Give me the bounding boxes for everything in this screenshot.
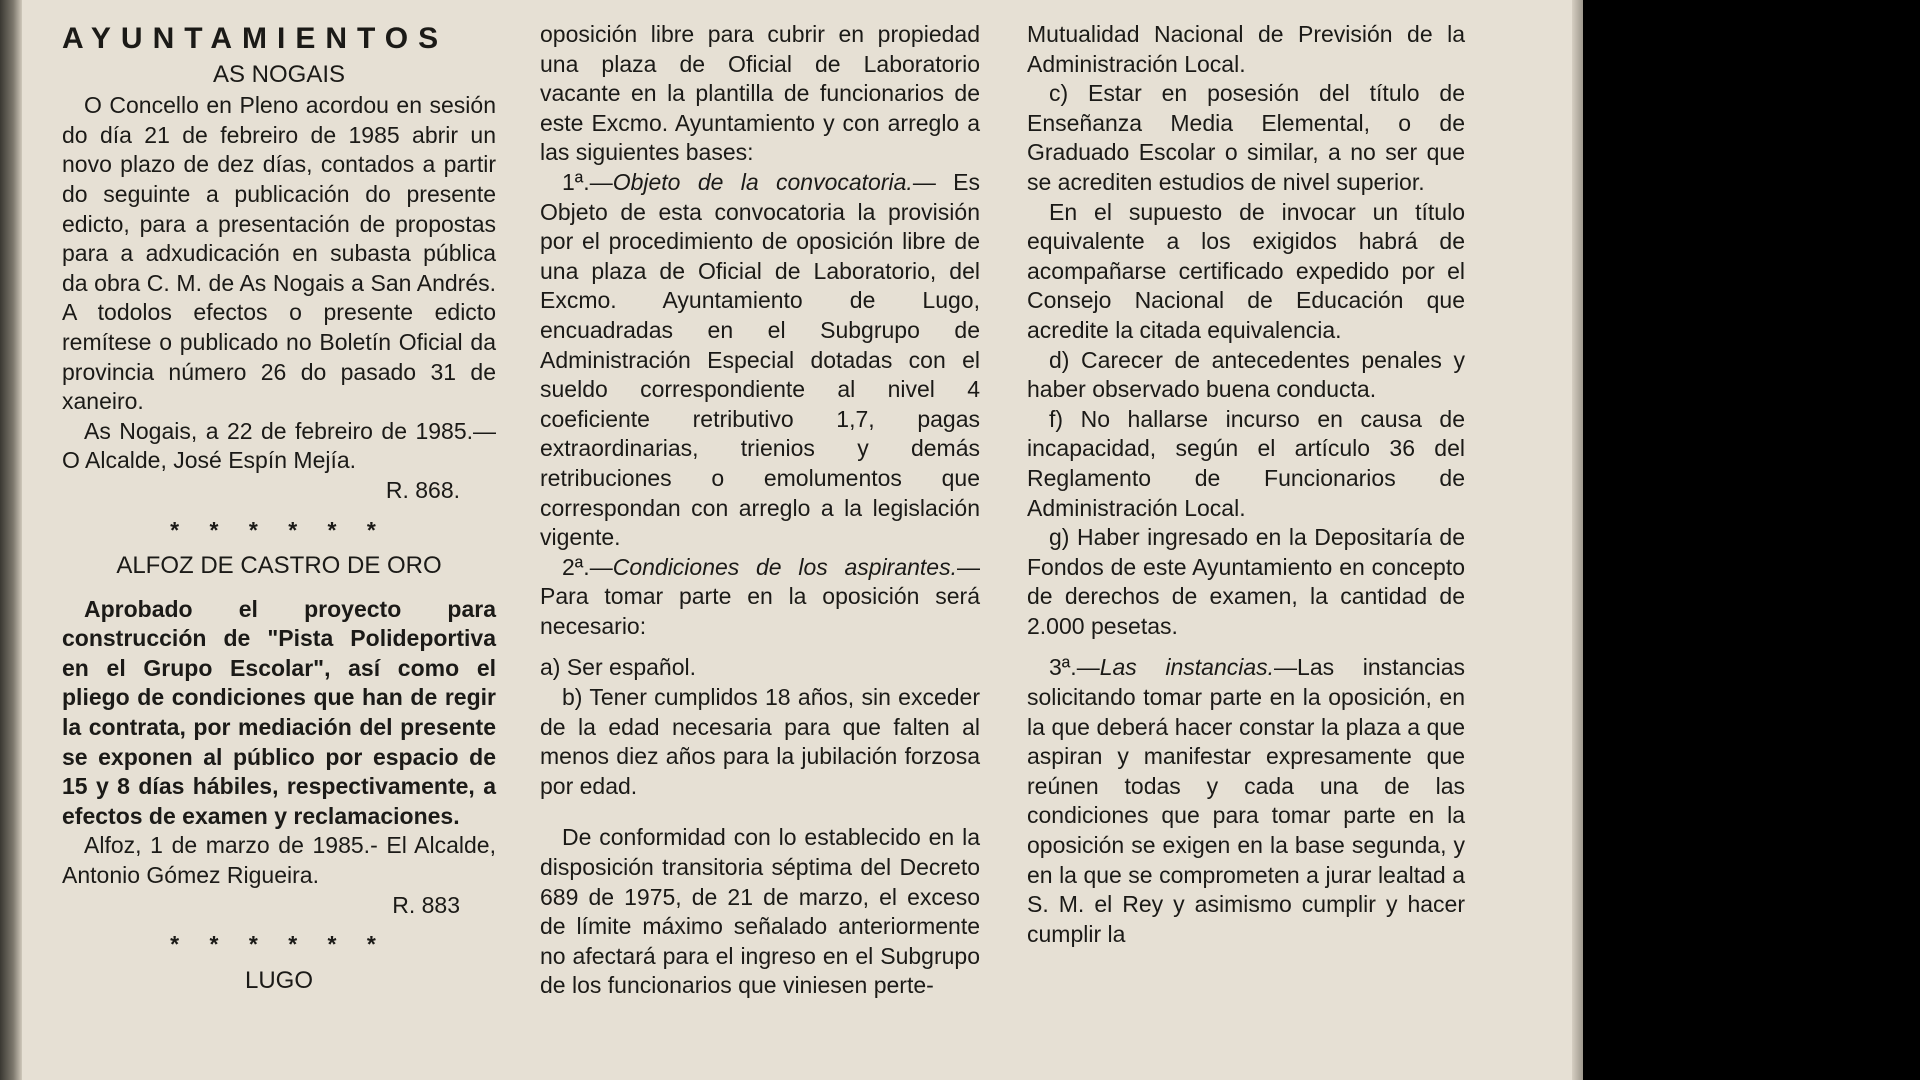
- base-3-text: —Las instancias solicitando tomar parte en la oposición, en la que deberá hacer constar la plaza a que aspiran y manifestar expresamente que reúnen todas y cada una de las condiciones que para tomar parte en la oposición se exigen en la base segunda, y en la que se comprometen a jurar lealtad a S. M. el Rey y asimismo cumplir y hacer cumplir la: [1027, 654, 1465, 947]
- condition-f: f) No hallarse incurso en causa de incapacidad, según el artículo 36 del Reglamento de Funcionarios de Administración Local.: [1027, 405, 1465, 521]
- column-left: [62, 20, 496, 1080]
- paragraph-as-nogais-notice: O Concello en Pleno acordou en sesión do día 21 de febreiro de 1985 abrir un novo plazo de dez días, contados a partir do seguinte a publicación do presente edicto, para a presentación de propostas para a adxudicación en subasta pública da obra C. M. de As Nogais a San Andrés. A todolos efectos o presente edicto remítese o publicado no Boletín Oficial da provincia número 26 do pasado 31 de xaneiro.: [62, 92, 496, 415]
- paragraph-alfoz-signature: Alfoz, 1 de marzo de 1985.- El Alcalde, Antonio Gómez Rigueira.: [62, 832, 496, 889]
- base-2-text: —Para tomar parte en la oposición será necesario:: [540, 553, 980, 639]
- condition-a: a) Ser español.: [540, 654, 696, 681]
- base-1-text: Es Objeto de esta convocatoria la provisión por el procedimiento de oposición libre de una plaza de Oficial de Laboratorio, del Excmo. Ayuntamiento de Lugo, encuadradas en el Subgrupo de Administración Especial dotadas con el sueldo correspondiente al nivel 4 coeficiente retributivo 1,7, pagas extraordinarias, trienios y demás retribuciones o emolumentos que correspondan con arreglo a la legislación vigente.: [540, 168, 981, 551]
- paragraph-as-nogais-signature: As Nogais, a 22 de febreiro de 1985.—O Alcalde, José Espín Mejía.: [62, 417, 496, 474]
- condition-b: b) Tener cumplidos 18 años, sin exceder de la edad necesaria para que falten al menos diez años para la jubilación forzosa por edad.: [540, 684, 980, 799]
- column-right: [1027, 20, 1465, 1080]
- base-3-number: 3ª.—: [1049, 654, 1100, 681]
- heading-alfoz: ALFOZ DE CASTRO DE ORO: [116, 552, 442, 580]
- paragraph-oposicion-intro: oposición libre para cubrir en propiedad una plaza de Oficial de Laboratorio vacante en la plantilla de funcionarios de este Excmo. Ayuntamiento y con arreglo a las siguientes bases:: [540, 21, 980, 166]
- separator-stars: * * * * * *: [170, 516, 388, 543]
- condition-c: c) Estar en posesión del título de Enseñanza Media Elemental, o de Graduado Escolar o similar, a no ser que se acrediten estudios de nivel superior.: [1027, 80, 1465, 195]
- base-2-number: 2ª.—: [562, 553, 613, 580]
- condition-g: g) Haber ingresado en la Depositaría de Fondos de este Ayuntamiento en concepto de derechos de examen, la cantidad de 2.000 pesetas.: [1027, 524, 1465, 639]
- paragraph-conformidad: De conformidad con lo establecido en la disposición transitoria séptima del Decreto 689 de 1975, de 21 de marzo, el exceso de límite máximo señalado anteriormente no afectará para el ingreso en el Subgrupo de los funcionarios que viniesen perte-: [540, 824, 980, 999]
- condition-d: d) Carecer de antecedentes penales y haber observado buena conducta.: [1027, 346, 1465, 403]
- page-edge: [1572, 0, 1583, 1080]
- page-binding-shadow: [0, 0, 22, 1080]
- separator-stars: * * * * * *: [170, 931, 388, 958]
- column-middle: [540, 20, 980, 1080]
- base-1-paragraph: [540, 168, 980, 553]
- paragraph-equivalencia: En el supuesto de invocar un título equivalente a los exigidos habrá de acompañarse certificado expedido por el Consejo Nacional de Educación que acredite la citada equivalencia.: [1027, 198, 1465, 343]
- base-2-title: Condiciones de los aspirantes.: [612, 553, 957, 580]
- base-1-number: 1ª.—: [562, 168, 613, 195]
- section-title: AYUNTAMIENTOS: [62, 22, 449, 55]
- heading-as-nogais: AS NOGAIS: [212, 60, 346, 88]
- base-1-title: Objeto de la convocatoria.: [612, 168, 913, 195]
- base-3-title: Las instancias.: [1099, 654, 1275, 681]
- base-3-paragraph: [1027, 653, 1465, 949]
- reference-r883: R. 883: [392, 891, 460, 918]
- paragraph-mutualidad: Mutualidad Nacional de Previsión de la Administración Local.: [1027, 21, 1465, 77]
- heading-lugo: LUGO: [244, 966, 313, 994]
- reference-r868: R. 868.: [385, 476, 460, 503]
- base-1-dash: —: [912, 168, 936, 195]
- paragraph-alfoz-notice: Aprobado el proyecto para construcción de "Pista Polideportiva en el Grupo Escolar", así como el pliego de condiciones que han de regir la contrata, por mediación del presente se exponen al público por espacio de 15 y 8 días hábiles, respectivamente, a efectos de examen y reclamaciones.: [62, 595, 496, 829]
- base-2-paragraph: [540, 553, 980, 642]
